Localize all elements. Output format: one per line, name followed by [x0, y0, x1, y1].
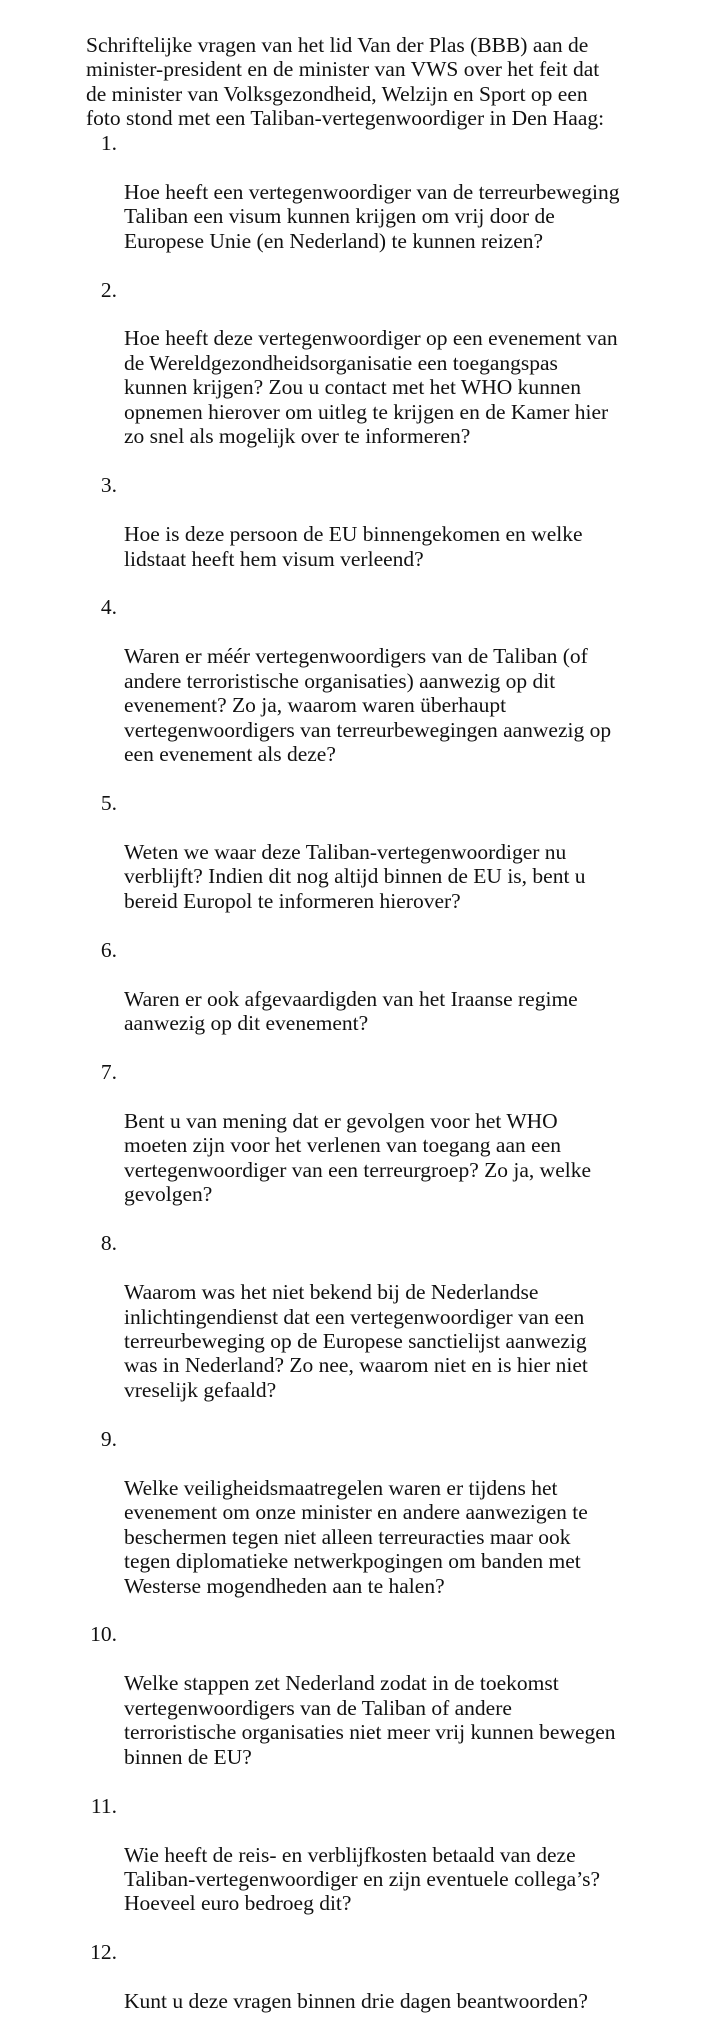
question-text: Kunt u deze vragen binnen drie dagen beantwoorden? [124, 1989, 588, 2014]
question-item-3 [86, 473, 686, 595]
question-item-1 [86, 131, 686, 278]
question-number: 11. [90, 1793, 117, 1818]
question-text: Wie heeft de reis- en verblijfkosten betaald van deze Taliban-vertegenwoordiger en zijn eventuele collega’s? Hoeveel euro bedroeg dit? [124, 1842, 601, 1916]
question-list [86, 131, 686, 2038]
question-text: Weten we waar deze Taliban-vertegenwoordiger nu verblijft? Indien dit nog altijd binnen de EU is, bent u bereid Europol te informeren hierover? [124, 839, 586, 913]
question-item-9 [86, 1427, 686, 1623]
question-item-11 [86, 1794, 686, 1941]
question-item-4 [86, 595, 686, 791]
question-number: 8. [100, 1231, 117, 1256]
question-item-10 [86, 1622, 686, 1793]
question-text: Hoe heeft deze vertegenwoordiger op een evenement van de Wereldgezondheidsorganisatie een toegangspas kunnen krijgen? Zou u contact met het WHO kunnen opnemen hierover om uitleg te krijgen en de Kamer hier zo snel als mogelijk over te informeren? [124, 326, 618, 449]
question-text: Hoe is deze persoon de EU binnengekomen en welke lidstaat heeft hem visum verleend? [124, 522, 583, 571]
question-number: 6. [100, 937, 117, 962]
document-intro: Schriftelijke vragen van het lid Van der Plas (BBB) aan de minister-president en de minister van VWS over het feit dat de minister van Volksgezondheid, Welzijn en Sport op een foto stond met een Taliban-vertegenwoordiger in Den Haag: [86, 33, 605, 131]
question-text: Welke stappen zet Nederland zodat in de toekomst vertegenwoordigers van de Taliban of andere terroristische organisaties niet meer vrij kunnen bewegen binnen de EU? [124, 1671, 616, 1769]
question-number: 12. [90, 1940, 117, 1965]
question-text: Waarom was het niet bekend bij de Nederlandse inlichtingendienst dat een vertegenwoordiger van een terreurbeweging op de Europese sanctielijst aanwezig was in Nederland? Zo nee, waarom niet en is hier niet vreselijk gefaald? [124, 1280, 588, 1402]
question-item-8 [86, 1231, 686, 1427]
question-number: 9. [100, 1426, 117, 1451]
question-item-12 [86, 1940, 686, 2038]
question-item-2 [86, 278, 686, 474]
question-text: Waren er ook afgevaardigden van het Iraanse regime aanwezig op dit evenement? [124, 986, 578, 1036]
question-text: Welke veiligheidsmaatregelen waren er tijdens het evenement om onze minister en andere aanwezigen te beschermen tegen niet alleen terreuracties maar ook tegen diplomatieke netwerkpogingen om banden met Westerse mogendheden aan te halen? [124, 1475, 588, 1598]
question-number: 1. [100, 130, 117, 155]
question-number: 5. [100, 791, 117, 816]
question-item-7 [86, 1060, 686, 1231]
question-number: 2. [100, 277, 117, 302]
question-number: 4. [100, 595, 117, 620]
document-page [86, 33, 686, 2038]
question-number: 10. [90, 1622, 117, 1647]
question-item-5 [86, 791, 686, 938]
question-number: 7. [100, 1060, 117, 1085]
question-text: Waren er méér vertegenwoordigers van de Taliban (of andere terroristische organisaties) aanwezig op dit evenement? Zo ja, waarom waren überhaupt vertegenwoordigers van terreurbewegingen aanwezig op een evenement als deze? [124, 644, 612, 767]
question-number: 3. [100, 473, 117, 498]
question-text: Hoe heeft een vertegenwoordiger van de terreurbeweging Taliban een visum kunnen krijgen om vrij door de Europese Unie (en Nederland) te kunnen reizen? [124, 179, 620, 253]
question-text: Bent u van mening dat er gevolgen voor het WHO moeten zijn voor het verlenen van toegang aan een vertegenwoordiger van een terreurgroep? Zo ja, welke gevolgen? [124, 1108, 592, 1207]
question-item-6 [86, 938, 686, 1060]
